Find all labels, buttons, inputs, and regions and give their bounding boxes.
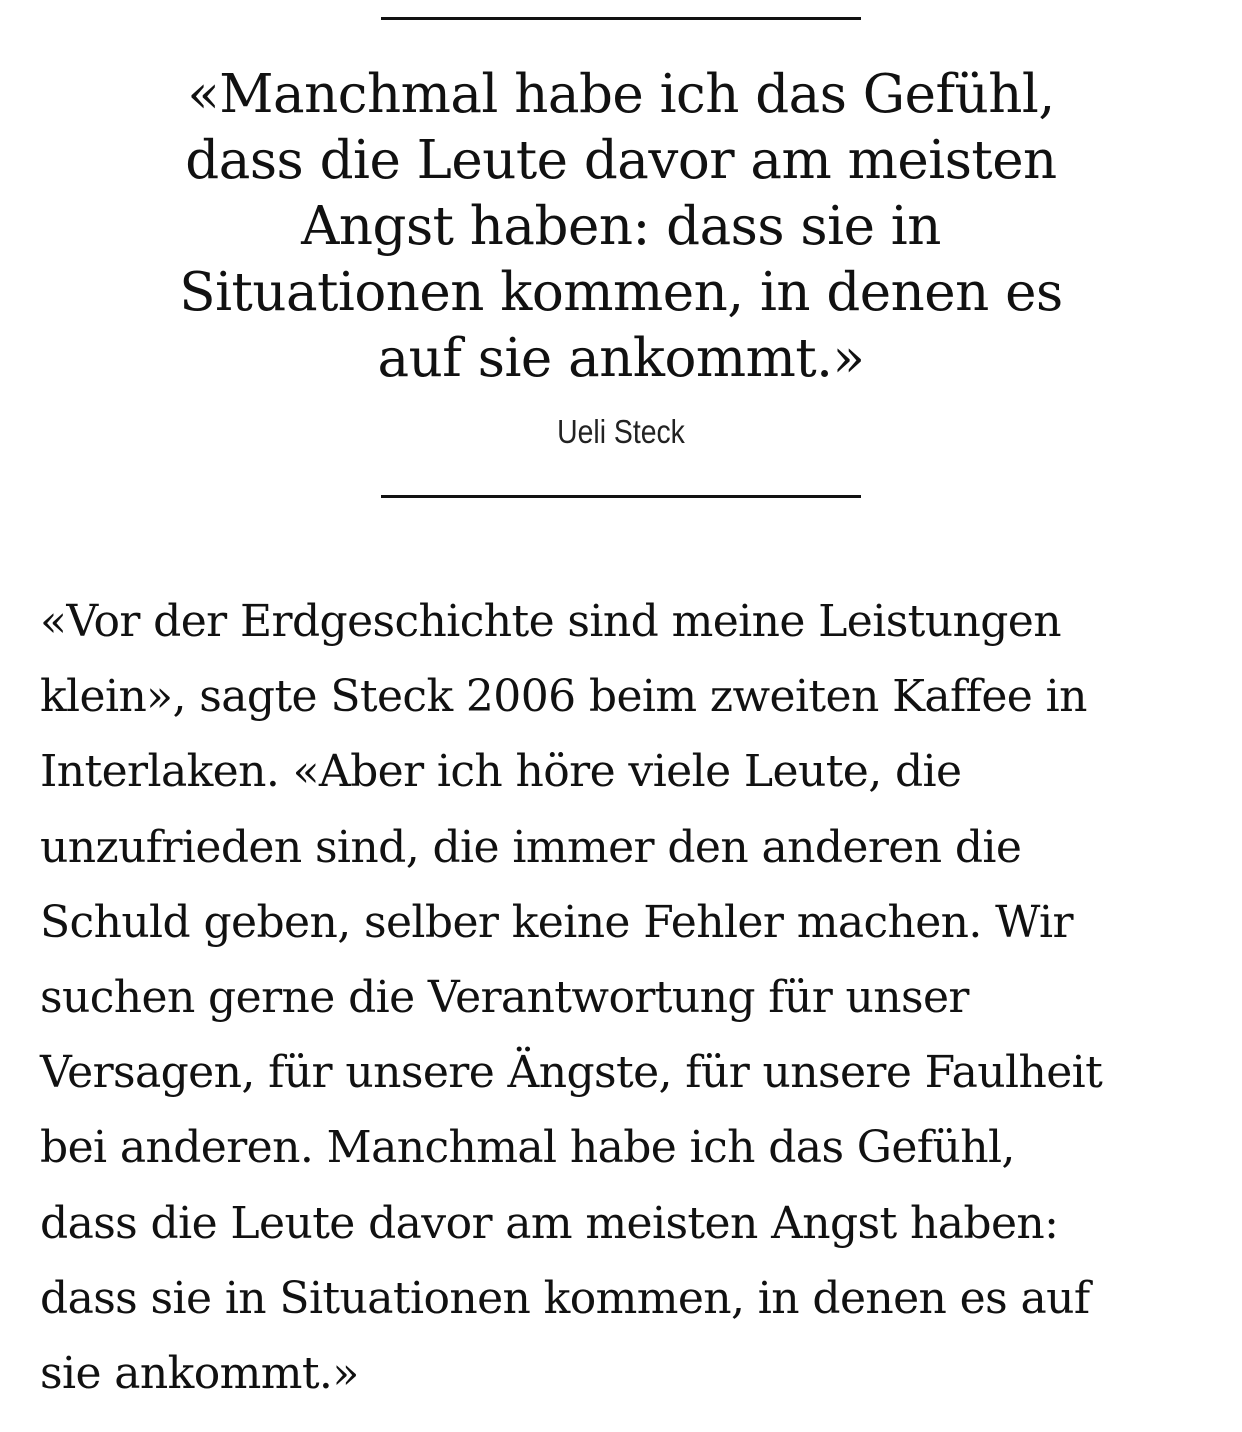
- paragraph-line: «Vor der Erdgeschichte sind meine Leistungen: [40, 596, 1061, 647]
- paragraph-line: dass sie in Situationen kommen, in denen es auf: [40, 1272, 1090, 1324]
- pull-quote-line: Angst haben: dass sie in: [301, 196, 941, 257]
- paragraph-line: bei anderen. Manchmal habe ich das Gefühl,: [40, 1122, 1015, 1174]
- paragraph-line: unzufrieden sind, die immer den anderen die: [40, 821, 1022, 873]
- paragraph-line: suchen gerne die Verantwortung für unser: [40, 972, 969, 1024]
- quote-top-rule: [381, 17, 861, 20]
- paragraph-line: dass die Leute davor am meisten Angst haben:: [40, 1197, 1059, 1249]
- pull-quote-line: dass die Leute davor am meisten: [185, 130, 1057, 191]
- pull-quote-line: «Manchmal habe ich das Gefühl,: [187, 64, 1055, 125]
- paragraph-line: Versagen, für unsere Ängste, für unsere Faulheit: [40, 1047, 1103, 1099]
- paragraph-line: sie ankommt.»: [40, 1348, 359, 1400]
- paragraph-line: klein», sagte Steck 2006 beim zweiten Kaffee in: [40, 671, 1087, 723]
- quote-bottom-rule: [381, 495, 861, 498]
- quote-author: Ueli Steck: [557, 413, 685, 450]
- article-paragraph: [40, 584, 1210, 1411]
- pull-quote-line: auf sie ankommt.»: [377, 328, 865, 389]
- pull-quote-text: [150, 62, 1092, 392]
- paragraph-line: Interlaken. «Aber ich höre viele Leute, die: [40, 746, 962, 798]
- paragraph-line: Schuld geben, selber keine Fehler machen. Wir: [40, 896, 1073, 948]
- pull-quote-line: Situationen kommen, in denen es: [179, 262, 1063, 323]
